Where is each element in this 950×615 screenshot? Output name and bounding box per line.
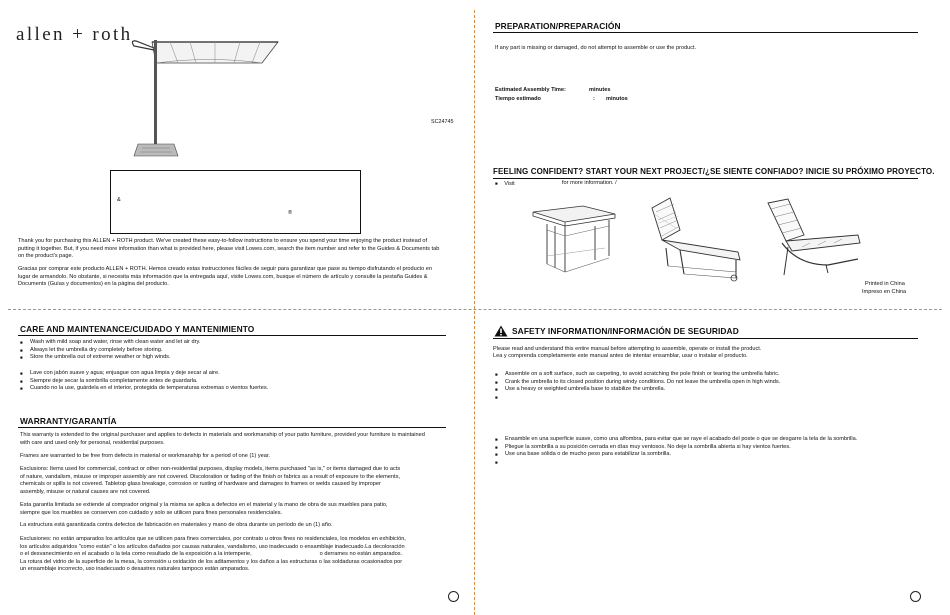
warranty-paragraph: La estructura está garantizada contra defectos de fabricación en materiales y mano de obra durante un período de un (1) año. xyxy=(20,522,333,528)
warning-triangle-icon xyxy=(494,325,508,337)
brand-logo: allen + roth xyxy=(16,24,133,45)
safety-list-spanish xyxy=(495,436,920,466)
care-heading: CARE AND MAINTENANCE/CUIDADO Y MANTENIMIENTO xyxy=(20,324,255,334)
next-project-heading: FEELING CONFIDENT? START YOUR NEXT PROJECT/¿SE SIENTE CONFIADO? INICIE SU PRÓXIMO PROYECTO. xyxy=(493,167,935,176)
safety-item xyxy=(495,394,915,402)
chaise-lounge-illustration xyxy=(758,195,863,280)
lounge-chair-illustration xyxy=(640,190,745,285)
horizontal-fold-line xyxy=(8,309,942,310)
warranty-paragraph: Exclusions: Items used for commercial, contract or other non-residential purposes, display models, items purchased "as is," or items damaged due to acts of nature, vandalism, misuse or improper assembly are not covered. Discoloration or fading of the finish or fabrics as a result of exposure to the elements, chemicals or spills is not covered. Tabletop glass breakage, corrosion or rusting of hardware and damages to frames or welds caused by improper assembly, misuse or natural causes are not covered. xyxy=(20,466,401,495)
visit-label: Visit xyxy=(504,181,515,187)
missing-parts-note: If any part is missing or damaged, do not attempt to assemble or use the product. xyxy=(495,45,697,51)
safety-heading: SAFETY INFORMATION/INFORMACIÓN DE SEGURIDAD xyxy=(512,326,739,336)
side-table-illustration xyxy=(525,200,620,275)
preparation-heading: PREPARATION/PREPARACIÓN xyxy=(495,21,621,31)
safety-list-english xyxy=(495,371,915,401)
page-marker-circle xyxy=(910,591,921,602)
vertical-fold-line xyxy=(474,10,475,615)
warranty-exclusions-es: Exclusiones: no están amparados los artículos que se utilicen para fines comerciales, por contrato u otros fines no residenciales, los modelos en exhibición, los artículos adquiridos "como están" o los artículos dañados por causas naturales, vandalismo, uso inadecuado o ensamblaje inadecuado.La decoloración o el desvanecimiento en el acabado o la tela como resultado de la exposición a la intemperie, xyxy=(20,536,406,558)
safety-item: ■ Pliegue la sombrilla a su posición cerrada en días muy ventosos. No deje la sombrilla abierta si hay vientos fuertes. xyxy=(495,444,920,452)
care-list-english xyxy=(20,339,440,362)
assembly-time-label-en: Estimated Assembly Time: xyxy=(495,87,566,93)
care-item: ■ Lave con jabón suave y agua; enjuague con agua limpia y deje secar al aire. xyxy=(20,370,440,378)
heading-rule xyxy=(18,335,446,336)
warranty-heading: WARRANTY/GARANTÍA xyxy=(20,416,117,426)
visit-line: ■ Visit xyxy=(495,181,515,187)
heading-rule xyxy=(18,427,446,428)
warranty-paragraph: Esta garantía limitada se extiende al comprador original y la misma se aplica a defectos en el material y la mano de obra de sus muebles para patio, siempre que los muebles se conserven con cuidado y solo se utilicen para fines personales residenciales. xyxy=(20,502,388,516)
printed-in-spanish: Impreso en China xyxy=(862,289,907,295)
care-item: ■ Siempre deje secar la sombrilla completamente antes de guardarla. xyxy=(20,378,440,386)
info-box-glyph: ® xyxy=(288,210,293,216)
model-code: SC24745 xyxy=(431,119,454,125)
intro-english: Thank you for purchasing this ALLEN + ROTH product. We've created these easy-to-follow instructions to ensure you spend your time enjoying the product instead of putting it together. But, if you need more information than what is provided here, please visit Lowes.com, search the item number and refer to the Guides & Documents tab on the product's page. xyxy=(18,238,440,260)
safety-item: ■ Assemble on a soft surface, such as carpeting, to avoid scratching the pole finish or tearing the umbrella fabric. xyxy=(495,371,915,379)
page-marker-circle xyxy=(448,591,459,602)
assembly-time-unit-es: minutos xyxy=(606,96,628,102)
heading-rule xyxy=(493,32,918,33)
care-item: ■ Wash with mild soap and water, rinse with clean water and let air dry. xyxy=(20,339,440,347)
assembly-time-colon: : xyxy=(593,96,595,102)
safety-intro-english: Please read and understand this entire manual before attempting to assemble, operate or install the product. xyxy=(493,346,762,352)
safety-item: ■ Ensamble en una superficie suave, como una alfombra, para evitar que se raye el acabado del poste o que se desgarre la tela de la sombrilla. xyxy=(495,436,920,444)
intro-spanish: Gracias por comprar este producto ALLEN + ROTH. Hemos creado estas instrucciones fáciles de seguir para garantizar que pase su tiempo disfrutando el producto en lugar de armandolo. No obstante, si necesita más información que la entregada aquí, visite Lowes.com, busque el número de artículo y consulte la pestaña Guides & Documents (Guías y documentos) en la página del producto. xyxy=(18,266,432,288)
care-item: ■ Store the umbrella out of extreme weather or high winds. xyxy=(20,354,440,362)
warranty-paragraph: Frames are warranted to be free from defects in material or workmanship for a period of one (1) year. xyxy=(20,453,270,459)
warranty-paragraph: This warranty is extended to the original purchaser and applies to defects in materials and workmanship of your patio furniture, provided your furniture is maintained with care and used only for personal, residential purposes. xyxy=(20,432,425,446)
safety-item: ■ Use una base sólida o de mucho peso para estabilizar la sombrilla. xyxy=(495,451,920,459)
safety-intro-spanish: Lea y comprenda completamente este manual antes de intentar ensamblar, usar o instalar el producto. xyxy=(493,353,748,359)
care-item: ■ Always let the umbrella dry completely before storing. xyxy=(20,347,440,355)
care-list-spanish xyxy=(20,370,440,393)
safety-item: ■ Use a heavy or weighted umbrella base to stabilize the umbrella. xyxy=(495,386,915,394)
info-box-glyph: & xyxy=(117,197,121,203)
umbrella-illustration xyxy=(130,28,280,163)
assembly-time-unit-en: minutes xyxy=(589,87,611,93)
warranty-paragraph xyxy=(20,536,408,574)
heading-rule xyxy=(493,338,918,339)
printed-in-english: Printed in China xyxy=(865,281,905,287)
assembly-time-label-es: Tiempo estimado xyxy=(495,96,541,102)
care-item: ■ Cuando no la use, guárdela en el interior, protegida de temperaturas extremas o vientos fuertes. xyxy=(20,385,440,393)
more-info-label: for more information. / xyxy=(562,180,617,186)
safety-item xyxy=(495,459,920,467)
product-info-box xyxy=(110,170,361,234)
heading-rule xyxy=(493,178,918,179)
warranty-exclusions-es-cont: o derrames no están amparados. La rotura del vidrio de la superficie de la mesa, la corrosión u oxidación de los aditamentos y los daños a las estructuras o las soldaduras ocasionados por un ensamblaje incorrecto, uso inadecuado o desastres naturales tampoco están amparados. xyxy=(20,551,403,573)
safety-item: ■ Crank the umbrella to its closed position during windy conditions. Do not leave the umbrella open in high winds. xyxy=(495,379,915,387)
